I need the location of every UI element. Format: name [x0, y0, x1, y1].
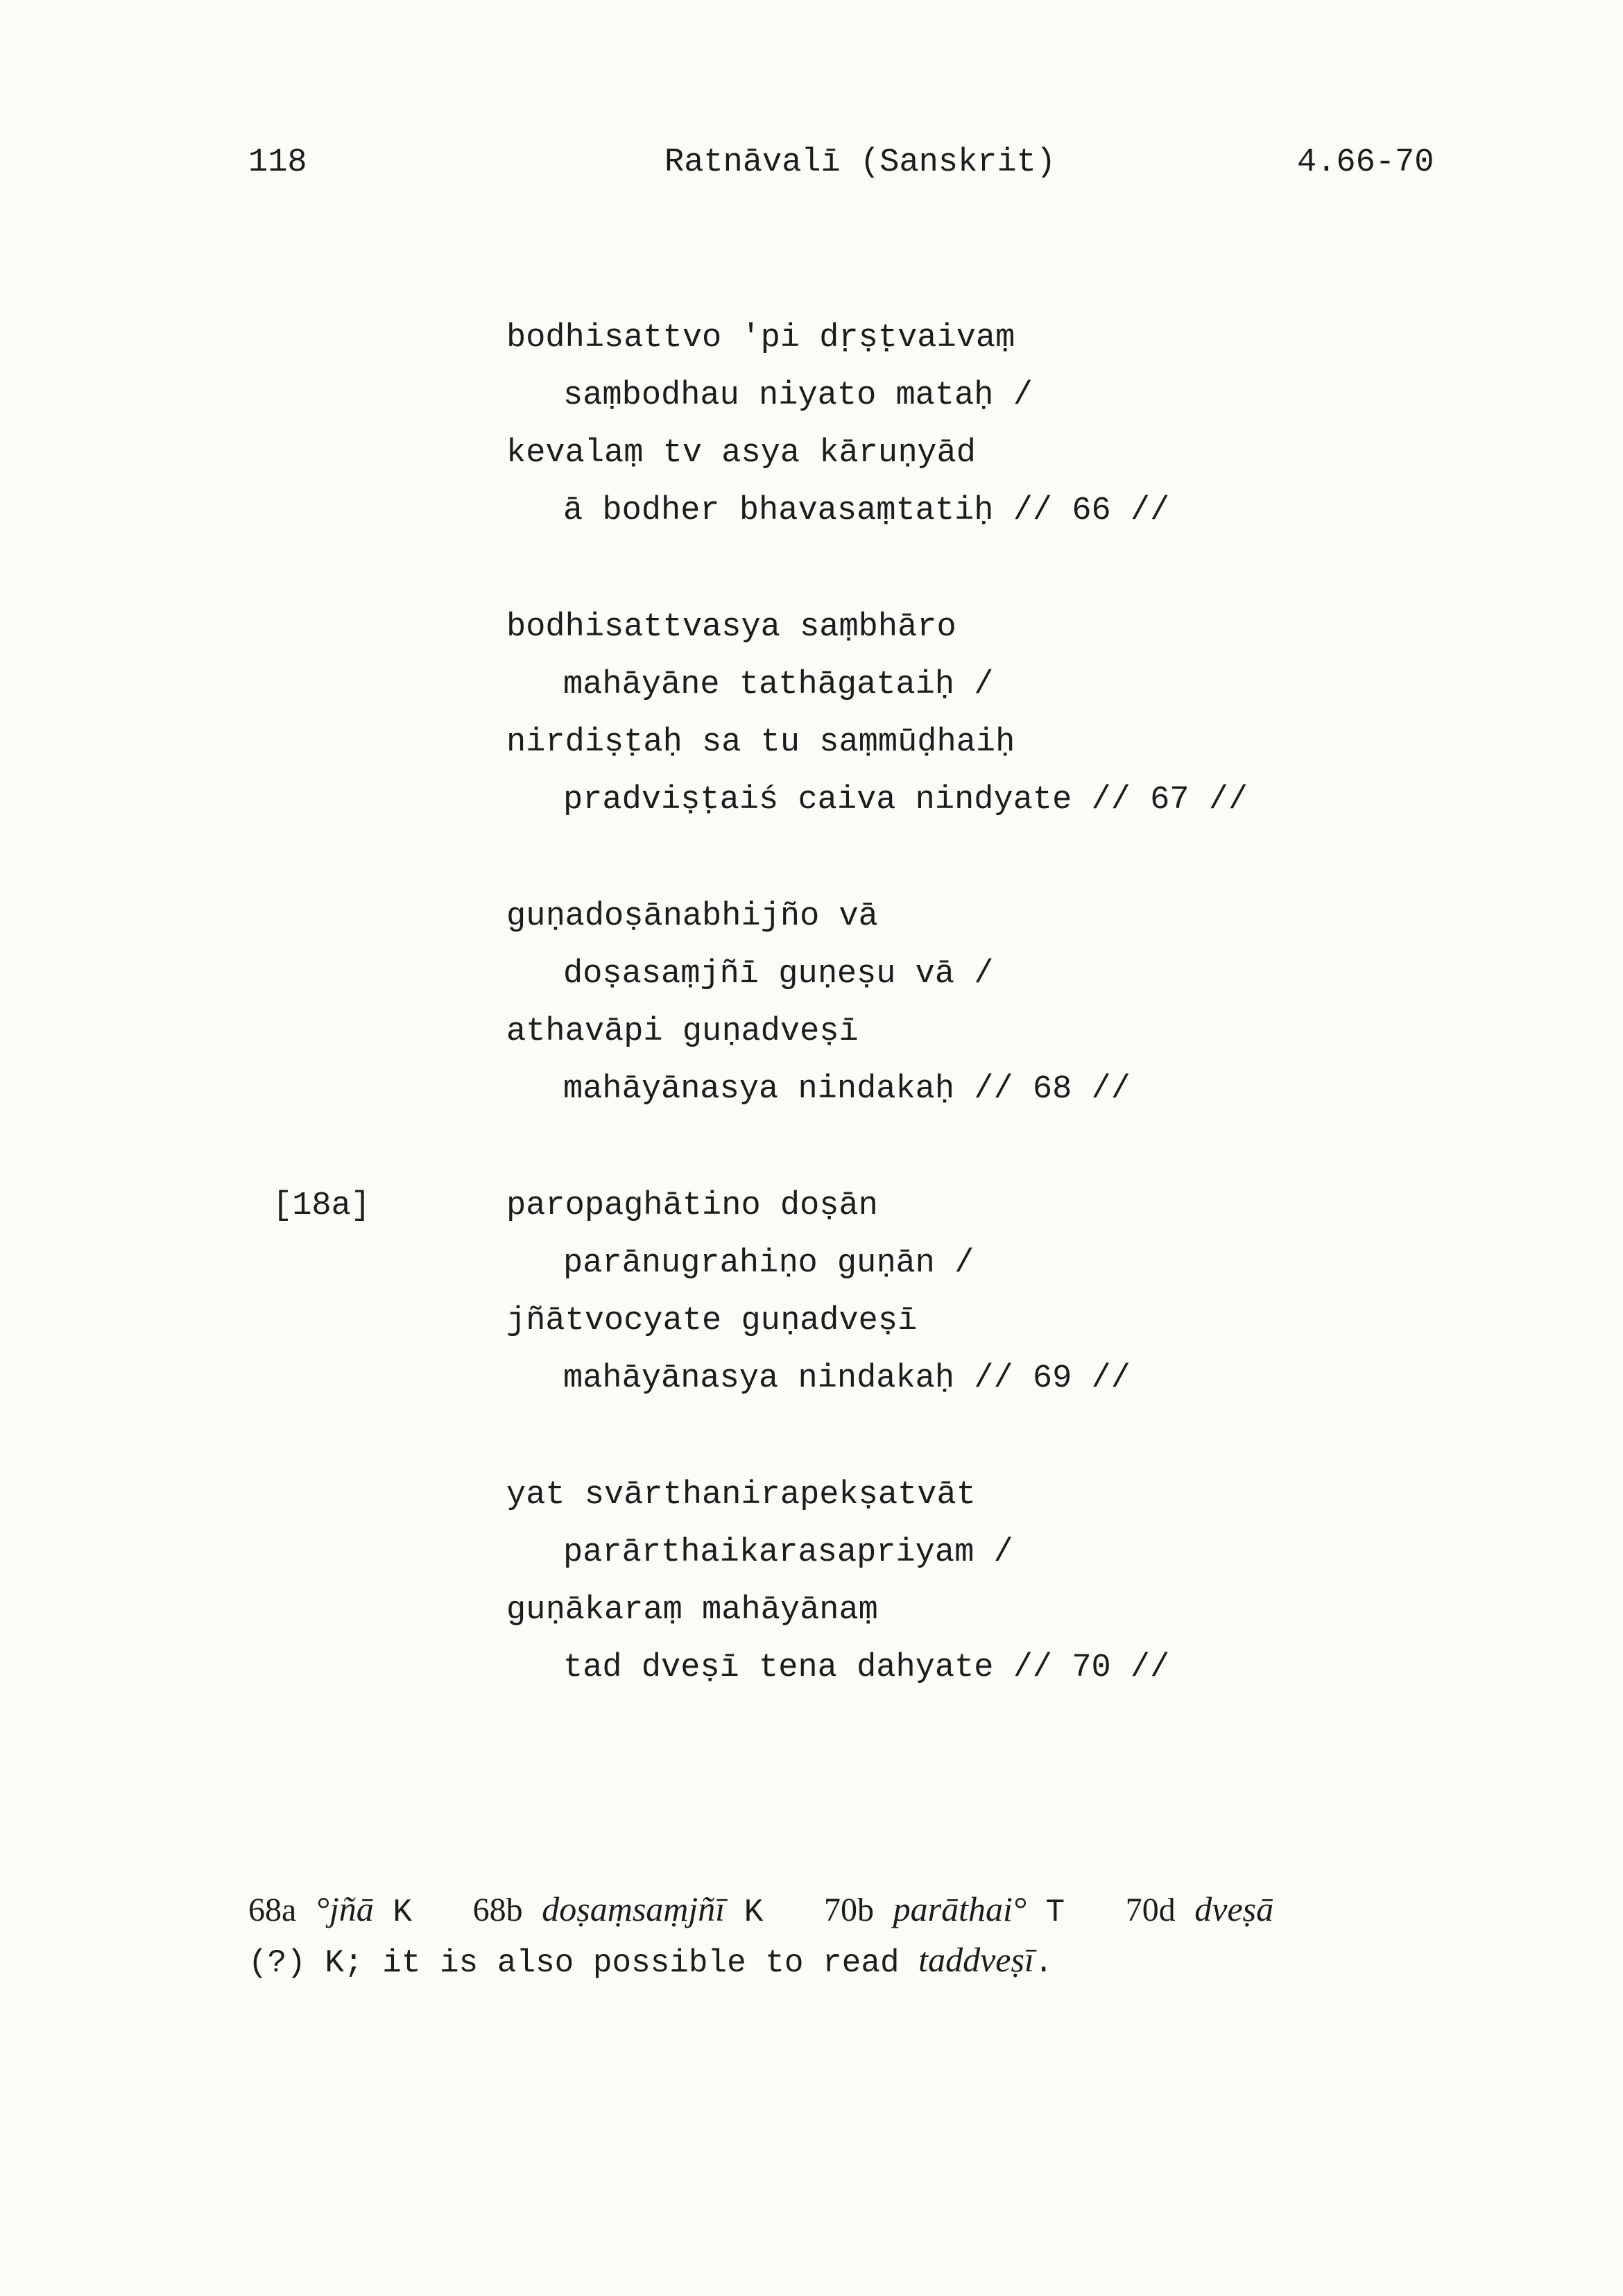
verse-69 — [506, 1177, 1131, 1407]
footnote-variant: taddveṣī — [918, 1940, 1034, 1979]
footnote-text: . — [1033, 1945, 1054, 1981]
footnote-ref: 68b — [472, 1892, 523, 1928]
verse-line: guṇākaraṃ mahāyānaṃ — [506, 1592, 878, 1629]
footnote-source: T — [1045, 1894, 1065, 1930]
folio-reference: [18a] — [273, 1188, 371, 1224]
footnote-line-2 — [248, 1936, 1400, 1987]
footnote-line-1 — [248, 1885, 1400, 1936]
verse-line: saṃbodhau niyato mataḥ / — [563, 377, 1033, 414]
footnote-variant: parāthai° — [893, 1890, 1027, 1928]
footnote-ref: 68a — [248, 1892, 297, 1928]
verse-66 — [506, 309, 1169, 540]
verse-68 — [506, 888, 1131, 1118]
footnote-variant: doṣaṃsaṃjñī — [542, 1890, 725, 1928]
verse-line: nirdiṣṭaḥ sa tu saṃmūḍhaiḥ — [506, 724, 1015, 761]
footnotes — [248, 1885, 1400, 1987]
verse-line: parārthaikarasapriyam / — [563, 1534, 1013, 1571]
footnote-ref: 70b — [824, 1892, 874, 1928]
running-title: Ratnāvalī (Sanskrit) — [664, 144, 1056, 181]
footnote-source: K — [393, 1894, 413, 1930]
verse-line: jñātvocyate guṇadveṣī — [506, 1303, 918, 1339]
verse-line: parānugrahiṇo guṇān / — [563, 1245, 974, 1282]
verse-line: mahāyānasya nindakaḥ // 69 // — [563, 1360, 1131, 1397]
page-number: 118 — [248, 144, 307, 181]
verse-line: athavāpi guṇadveṣī — [506, 1013, 859, 1050]
verse-line: yat svārthanirapekṣatvāt — [506, 1477, 976, 1514]
footnote-variant: dveṣā — [1194, 1890, 1274, 1928]
footnote-ref: 70d — [1125, 1892, 1176, 1928]
verse-range: 4.66-70 — [1297, 144, 1434, 181]
verse-line: bodhisattvo 'pi dṛṣṭvaivaṃ — [506, 320, 1015, 357]
verse-line: ā bodher bhavasaṃtatiḥ // 66 // — [563, 492, 1170, 529]
footnote-source: K — [744, 1894, 764, 1930]
verse-line: mahāyāne tathāgataiḥ / — [563, 667, 994, 703]
verse-line: tad dveṣī tena dahyate // 70 // — [563, 1650, 1170, 1686]
verse-67 — [506, 599, 1248, 829]
verse-line: paropaghātino doṣān — [506, 1188, 878, 1224]
verse-70 — [506, 1466, 1169, 1697]
footnote-text: (?) K; it is also possible to read — [248, 1945, 919, 1981]
verse-line: guṇadoṣānabhijño vā — [506, 898, 878, 935]
verse-line: doṣasaṃjñī guṇeṣu vā / — [563, 956, 994, 993]
verse-line: pradviṣṭaiś caiva nindyate // 67 // — [563, 782, 1248, 819]
verse-line: mahāyānasya nindakaḥ // 68 // — [563, 1071, 1131, 1108]
verse-line: kevalaṃ tv asya kāruṇyād — [506, 435, 976, 472]
verse-line: bodhisattvasya saṃbhāro — [506, 609, 956, 646]
footnote-variant: °jñā — [315, 1890, 374, 1928]
